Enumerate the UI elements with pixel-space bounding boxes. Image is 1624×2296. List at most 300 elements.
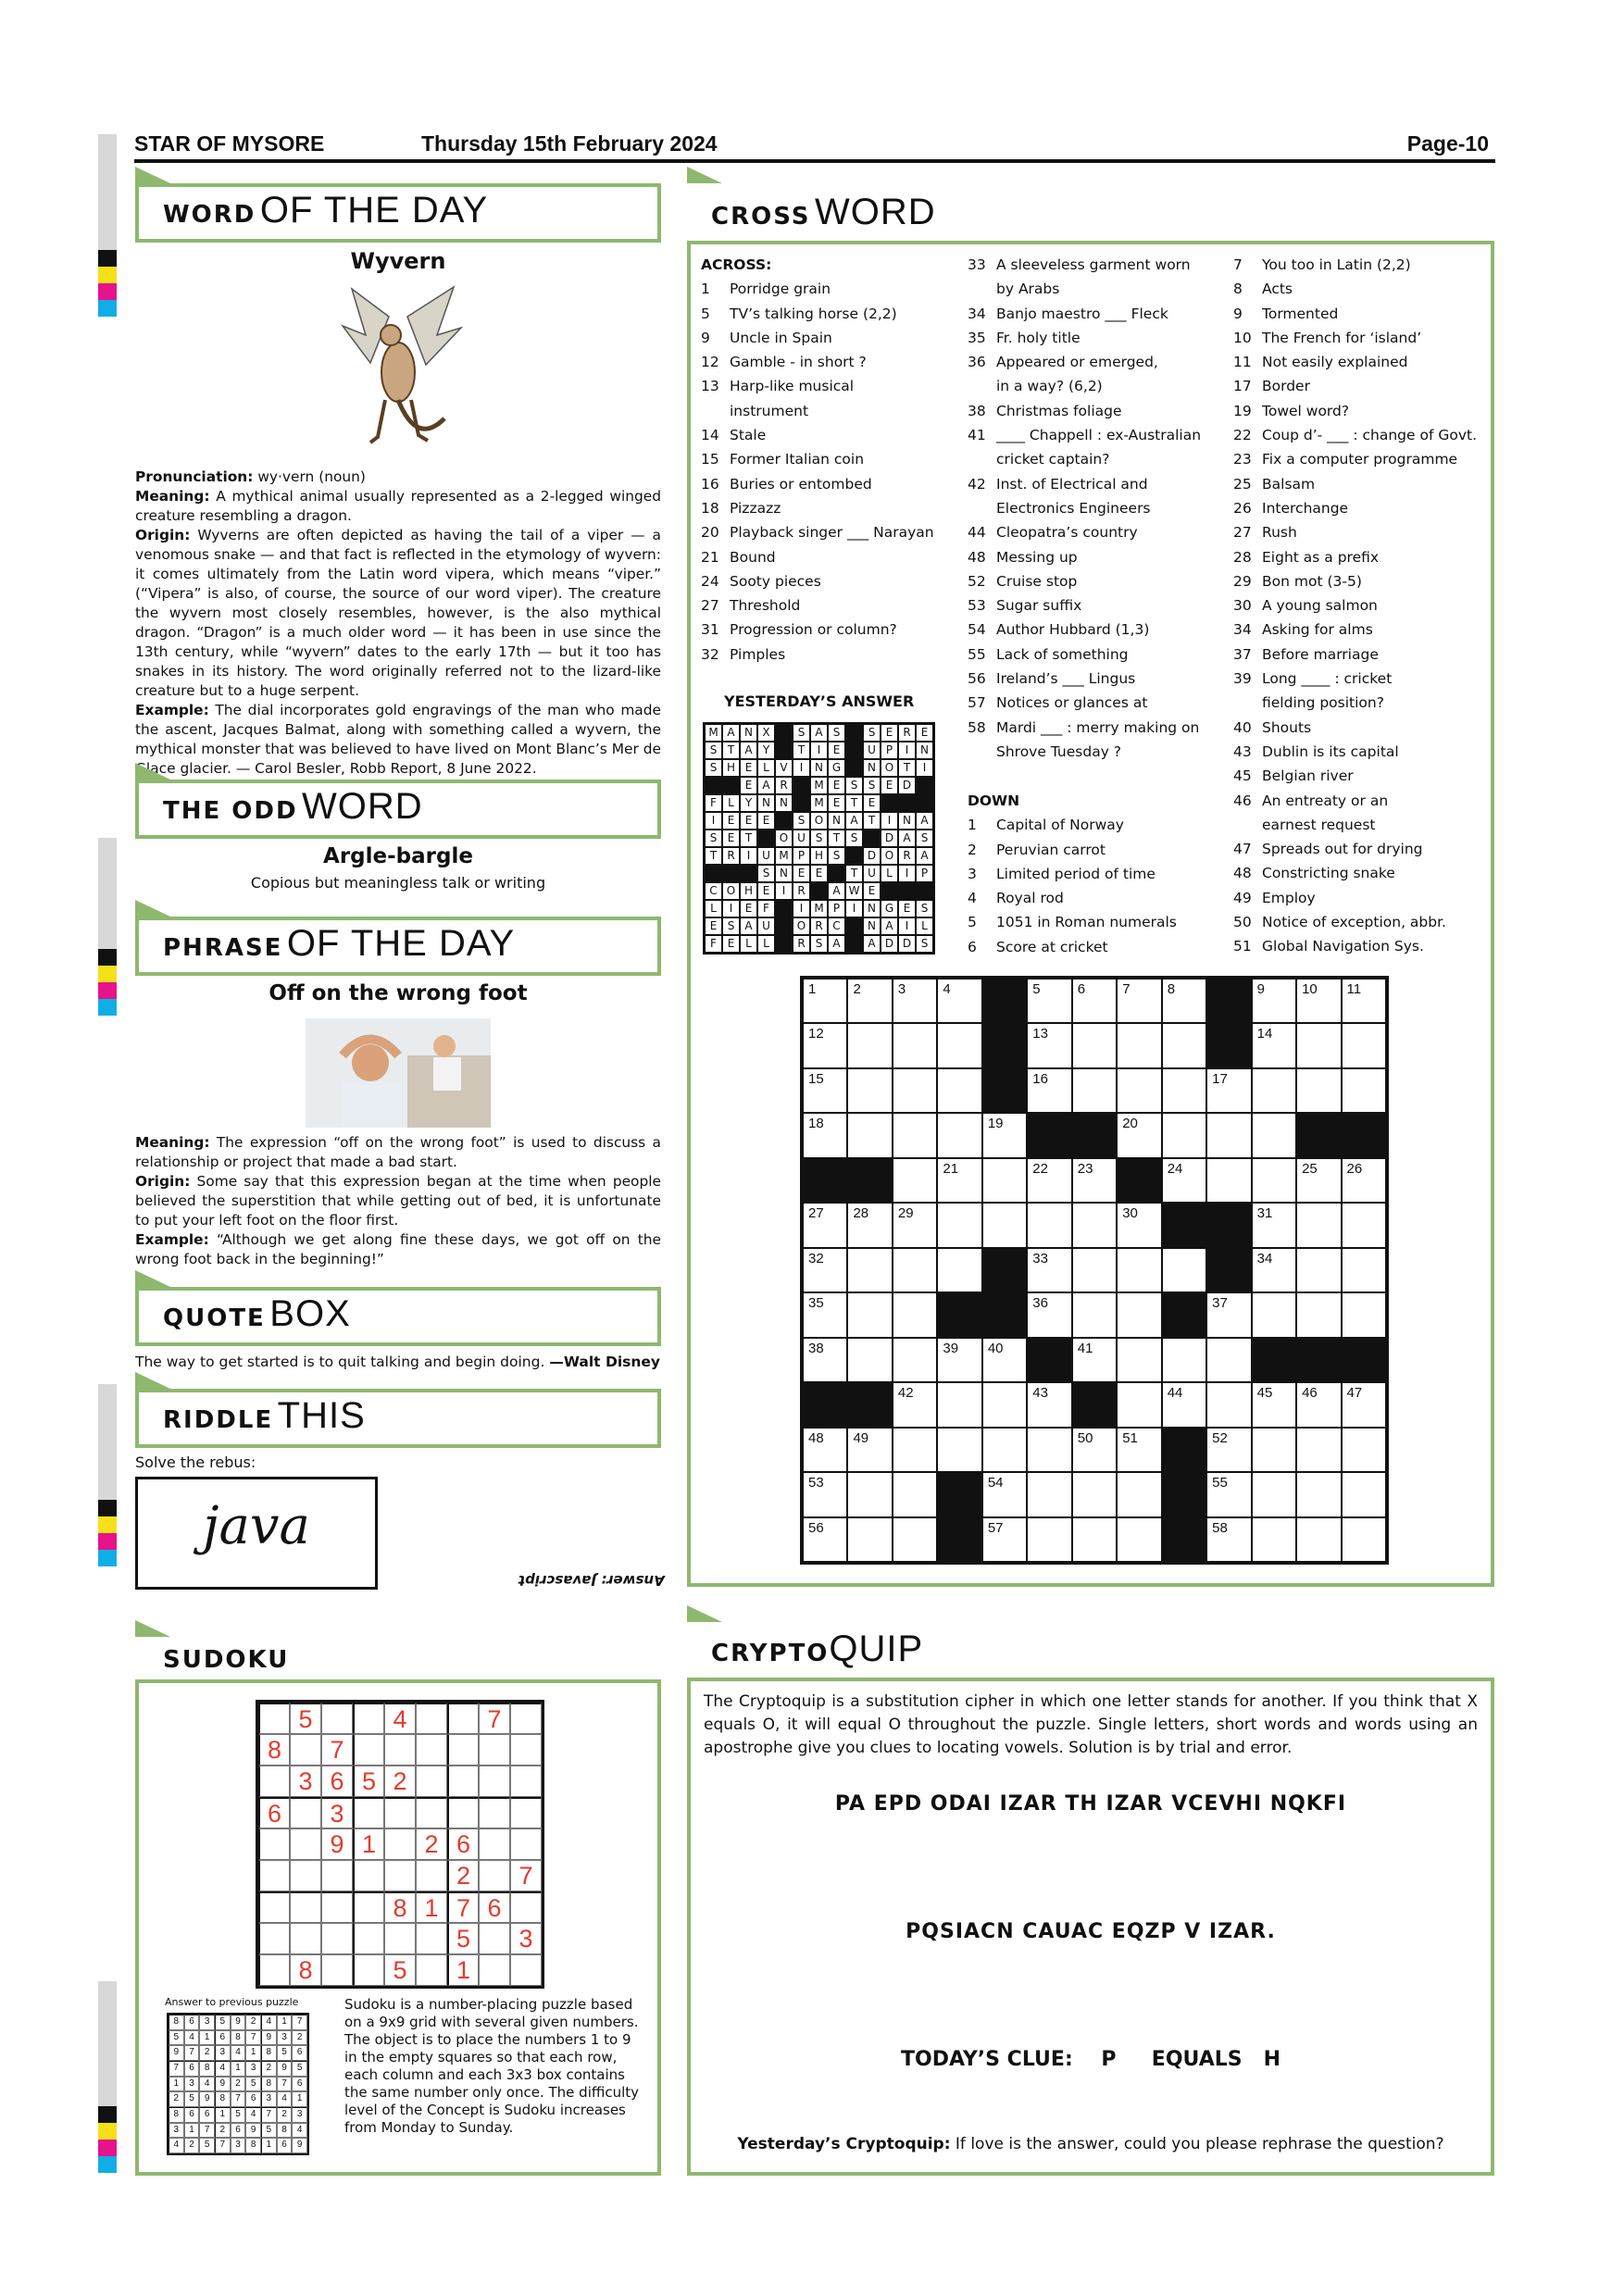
crossword-cell[interactable] [1117,1292,1161,1337]
answer-cell: S [793,812,810,830]
down-clues-col3 [1233,253,1493,959]
crossword-cell[interactable] [1072,1428,1117,1472]
sudoku-cell[interactable] [416,1860,447,1891]
sudoku-cell: 3 [321,1797,353,1828]
crossword-cell[interactable] [1252,1382,1296,1427]
crossword-cell[interactable] [1027,1382,1071,1427]
riddle-prompt: Solve the rebus: [135,1454,256,1471]
crossword-cell[interactable] [847,1517,892,1562]
clue-number: 22 [1032,1160,1048,1177]
answer-cell: A [916,847,933,865]
sudoku-cell[interactable] [290,1891,321,1923]
sudoku-cell[interactable] [416,1954,447,1986]
sudoku-cell: 6 [447,1828,479,1860]
crossword-cell[interactable] [893,1158,937,1203]
sudoku-cell: 5 [384,1954,416,1986]
sudoku-cell: 3 [277,2030,293,2046]
sudoku-cell: 4 [261,2015,277,2030]
black-square [705,865,722,882]
crossword-cell[interactable] [803,1203,847,1247]
answer-cell: N [916,742,933,759]
crossword-cell[interactable] [1206,1517,1251,1562]
crossword-cell[interactable] [1252,1428,1296,1472]
sudoku-cell: 5 [292,2061,307,2077]
clue-row: 39 Long ____ : cricket [1233,670,1393,688]
sudoku-cell[interactable] [353,1860,384,1891]
crossword-cell[interactable] [1027,1203,1071,1247]
sudoku-cell[interactable] [384,1860,416,1891]
answer-cell: Y [740,794,757,812]
crossword-cell[interactable] [847,1023,892,1067]
sudoku-cell[interactable] [258,1766,290,1797]
crossword-cell[interactable] [1117,1248,1161,1292]
clue-row: 21 Bound [701,548,776,566]
sudoku-cell[interactable] [416,1923,447,1954]
crossword-cell[interactable] [1117,1113,1161,1157]
sudoku-cell[interactable] [258,1891,290,1923]
clue-number: 30 [1122,1205,1138,1222]
crossword-cell[interactable] [893,1472,937,1516]
answer-cell: E [828,777,845,794]
clue-row: 7 You too in Latin (2,2) [1233,256,1411,273]
crossword-cell[interactable] [1206,1068,1251,1113]
phrase-of-day-title-bar: PHRASE OF THE DAY [135,917,661,976]
crossword-cell[interactable] [1296,979,1341,1023]
sudoku-cell[interactable] [479,1954,510,1986]
answer-cell: U [863,865,881,882]
crossword-cell[interactable] [893,1517,937,1562]
sudoku-cell[interactable] [258,1954,290,1986]
crossword-cell[interactable] [847,1472,892,1516]
crossword-cell[interactable] [937,1338,981,1382]
crossword-cell[interactable] [1117,1203,1161,1247]
sudoku-cell[interactable] [447,1703,479,1734]
crossword-cell[interactable] [937,1113,981,1157]
answer-cell: G [828,759,845,777]
sudoku-cell[interactable] [258,1703,290,1734]
crossword-cell[interactable] [1117,1068,1161,1113]
dragon-illustration-icon [333,280,463,461]
sudoku-cell: 9 [321,1828,353,1860]
crossword-cell[interactable] [1072,1338,1117,1382]
black-square [705,777,722,794]
answer-cell: M [775,847,793,865]
crossword-cell[interactable] [1296,1068,1341,1113]
crossword-cell[interactable] [803,1292,847,1337]
title-bold: WORD [163,201,256,229]
black-square [803,1382,847,1427]
crossword-cell[interactable] [803,1113,847,1157]
crossword-cell[interactable] [982,1517,1027,1562]
sudoku-cell[interactable] [416,1797,447,1828]
sudoku-cell[interactable] [258,1923,290,1954]
sudoku-cell[interactable] [416,1703,447,1734]
black-square [845,759,863,777]
sudoku-cell: 3 [169,2123,184,2139]
crossword-cell[interactable] [937,979,981,1023]
answer-cell: E [863,882,881,900]
rebus-word: java [203,1496,310,1556]
sudoku-cell[interactable] [321,1954,353,1986]
answer-cell: S [863,777,881,794]
sudoku-cell: 7 [231,2091,246,2107]
sudoku-cell: 5 [277,2045,293,2061]
clue-row: 12 Gamble - in short ? [701,354,867,371]
sudoku-cell[interactable] [384,1797,416,1828]
sudoku-cell[interactable] [290,1797,321,1828]
sudoku-cell[interactable] [510,1734,542,1766]
sudoku-cell: 2 [447,1860,479,1891]
sudoku-cell[interactable] [290,1923,321,1954]
clue-row: 1 Porridge grain [701,281,831,298]
crossword-cell[interactable] [982,1428,1027,1472]
clue-row: 20 Playback singer ___ Narayan [701,524,934,542]
crossword-cell[interactable] [1296,1472,1341,1516]
sudoku-cell[interactable] [384,1828,416,1860]
sudoku-cell[interactable] [447,1734,479,1766]
sudoku-cell: 8 [245,2138,261,2153]
crossword-cell[interactable] [1296,1382,1341,1427]
answer-cell: E [828,742,845,759]
sudoku-cell: 6 [231,2123,246,2139]
crossword-cell[interactable] [1117,979,1161,1023]
crossword-cell[interactable] [1252,1248,1296,1292]
crossword-cell[interactable] [982,1338,1027,1382]
crossword-cell[interactable] [937,1248,981,1292]
crossword-cell[interactable] [1072,979,1117,1023]
clue-row: 3 Limited period of time [968,865,1156,882]
sudoku-cell: 1 [184,2123,200,2139]
crossword-cell[interactable] [937,1203,981,1247]
crossword-cell[interactable] [803,1428,847,1472]
answer-cell: A [722,724,740,742]
crossword-cell[interactable] [1342,1382,1386,1427]
answer-cell: U [863,742,881,759]
answer-cell: I [793,759,810,777]
crossword-cell[interactable] [803,1472,847,1516]
crossword-cell[interactable] [1252,1517,1296,1562]
crossword-cell[interactable] [893,1203,937,1247]
sudoku-cell: 5 [169,2030,184,2046]
clue-number: 13 [1032,1026,1048,1042]
crossword-cell[interactable] [1027,1023,1071,1067]
crossword-cell[interactable] [893,1382,937,1427]
crossword-cell[interactable] [847,1338,892,1382]
sudoku-cell[interactable] [479,1766,510,1797]
crossword-cell[interactable] [803,1517,847,1562]
clue-number: 16 [1032,1070,1048,1087]
crossword-cell[interactable] [937,1068,981,1113]
crossword-cell[interactable] [893,1292,937,1337]
crossword-cell[interactable] [1296,1158,1341,1203]
clue-number: 27 [808,1205,824,1222]
crossword-cell[interactable] [1162,979,1206,1023]
crossword-cell[interactable] [1162,1113,1206,1157]
sudoku-cell[interactable] [384,1734,416,1766]
sudoku-cell: 6 [184,2015,200,2030]
crossword-cell[interactable] [1162,1248,1206,1292]
crossword-cell[interactable] [1342,1472,1386,1516]
crossword-cell[interactable] [1206,1113,1251,1157]
crossword-cell[interactable] [1027,1517,1071,1562]
black-square [1072,1113,1117,1157]
crossword-cell[interactable] [1296,1203,1341,1247]
answer-cell: S [863,724,881,742]
crossword-cell[interactable] [1252,979,1296,1023]
crossword-cell[interactable] [1162,1382,1206,1427]
crossword-cell[interactable] [1252,1023,1296,1067]
crossword-cell[interactable] [847,1292,892,1337]
sudoku-cell: 9 [215,2077,231,2092]
crossword-cell[interactable] [893,1338,937,1382]
crossword-cell[interactable] [1206,1158,1251,1203]
answer-cell: S [705,759,722,777]
answer-cell: E [881,777,898,794]
sudoku-cell[interactable] [479,1734,510,1766]
crossword-cell[interactable] [1252,1068,1296,1113]
sudoku-cell[interactable] [510,1954,542,1986]
sudoku-cell[interactable] [353,1891,384,1923]
crossword-cell[interactable] [1072,1023,1117,1067]
sudoku-cell[interactable] [510,1797,542,1828]
crossword-cell[interactable] [1342,1292,1386,1337]
sudoku-cell: 2 [169,2091,184,2107]
crossword-cell[interactable] [1162,1338,1206,1382]
crossword-cell[interactable] [893,1113,937,1157]
answer-cell: F [705,935,722,953]
crossword-cell[interactable] [803,1338,847,1382]
crossword-cell[interactable] [1027,1248,1071,1292]
crossword-cell[interactable] [1342,1023,1386,1067]
black-square [847,1158,892,1203]
crossword-cell[interactable] [937,1158,981,1203]
sudoku-cell: 2 [245,2015,261,2030]
sudoku-cell[interactable] [321,1891,353,1923]
crossword-cell[interactable] [803,1068,847,1113]
clue-number: 21 [943,1160,959,1177]
crossword-cell[interactable] [1206,1338,1251,1382]
crossword-cell[interactable] [893,1428,937,1472]
black-square [982,979,1027,1023]
crossword-cell[interactable] [1296,1428,1341,1472]
sudoku-cell[interactable] [416,1766,447,1797]
crossword-cell[interactable] [1072,1517,1117,1562]
crossword-cell[interactable] [1342,1517,1386,1562]
crossword-cell[interactable] [1117,1517,1161,1562]
sudoku-cell[interactable] [321,1923,353,1954]
clue-number: 56 [808,1519,824,1536]
crossword-cell[interactable] [1206,1382,1251,1427]
crossword-cell[interactable] [1342,1068,1386,1113]
answer-cell: L [757,759,775,777]
clue-row: in a way? (6,2) [996,378,1103,395]
crossword-cell[interactable] [1072,1248,1117,1292]
black-square [881,794,898,812]
clue-row: 47 Spreads out for drying [1233,841,1423,858]
black-square [898,794,916,812]
crossword-cell[interactable] [1252,1113,1296,1157]
sudoku-cell: 5 [231,2107,246,2123]
crossword-cell[interactable] [982,1382,1027,1427]
crossword-cell[interactable] [1342,1248,1386,1292]
black-square [845,724,863,742]
crossword-cell[interactable] [1027,1428,1071,1472]
crossword-cell[interactable] [1206,1292,1251,1337]
clue-number: 2 [853,981,861,997]
crossword-cell[interactable] [1117,1472,1161,1516]
crossword-cell[interactable] [1296,1292,1341,1337]
crossword-cell[interactable] [1296,1248,1341,1292]
sudoku-cell: 6 [215,2030,231,2046]
clue-row: fielding position? [1262,694,1384,712]
clue-number: 1 [808,981,817,997]
answer-cell: L [916,917,933,935]
clue-number: 20 [1122,1116,1138,1132]
answer-cell: N [757,794,775,812]
crossword-cell[interactable] [1252,1292,1296,1337]
word-of-day-word: Wyvern [350,248,446,274]
crossword-cell[interactable] [803,1248,847,1292]
crossword-cell[interactable] [1162,1068,1206,1113]
crossword-cell[interactable] [982,1472,1027,1516]
crossword-cell[interactable] [1072,1472,1117,1516]
sudoku-cell: 4 [169,2138,184,2153]
crossword-cell[interactable] [1252,1472,1296,1516]
crossword-cell[interactable] [1342,1158,1386,1203]
crossword-cell[interactable] [1027,1472,1071,1516]
clue-row: 16 Buries or entombed [701,475,872,493]
crossword-cell[interactable] [847,1203,892,1247]
crossword-cell[interactable] [1117,1428,1161,1472]
crossword-cell[interactable] [1296,1517,1341,1562]
sudoku-cell[interactable] [290,1828,321,1860]
answer-cell: N [740,724,757,742]
crossword-cell[interactable] [982,1158,1027,1203]
clue-row: 40 Shouts [1233,718,1312,736]
sudoku-cell: 2 [184,2138,200,2153]
sudoku-cell[interactable] [353,1734,384,1766]
sudoku-cell[interactable] [321,1703,353,1734]
crossword-cell[interactable] [1117,1338,1161,1382]
crossword-cell[interactable] [1162,1023,1206,1067]
crossword-cell[interactable] [1072,1292,1117,1337]
crossword-cell[interactable] [1162,1158,1206,1203]
sudoku-cell[interactable] [479,1797,510,1828]
answer-cell: N [810,759,828,777]
sudoku-cell[interactable] [353,1703,384,1734]
sudoku-cell[interactable] [510,1766,542,1797]
sudoku-cell[interactable] [353,1923,384,1954]
crossword-cell[interactable] [893,1248,937,1292]
riddle-answer: Answer: Javascript [518,1572,665,1589]
crossword-cell[interactable] [937,1428,981,1472]
crossword-cell[interactable] [1117,1382,1161,1427]
crossword-cell[interactable] [803,979,847,1023]
sudoku-cell[interactable] [510,1828,542,1860]
issue-date: Thursday 15th February 2024 [421,131,718,156]
crossword-cell[interactable] [937,1382,981,1427]
sudoku-cell: 8 [169,2015,184,2030]
crossword-cell[interactable] [1027,979,1071,1023]
crossword-cell[interactable] [1342,1428,1386,1472]
crossword-cell[interactable] [893,1023,937,1067]
sudoku-cell: 6 [321,1766,353,1797]
crossword-cell[interactable] [982,1203,1027,1247]
sudoku-cell[interactable] [290,1860,321,1891]
sudoku-cell[interactable] [384,1923,416,1954]
sudoku-cell[interactable] [258,1828,290,1860]
sudoku-cell: 4 [384,1703,416,1734]
sudoku-cell[interactable] [416,1734,447,1766]
answer-cell: N [863,759,881,777]
answer-cell: T [863,812,881,830]
crossword-cell[interactable] [893,1068,937,1113]
answer-cell: E [757,882,775,900]
crossword-cell[interactable] [1206,1472,1251,1516]
sudoku-cell[interactable] [479,1860,510,1891]
sudoku-cell: 3 [231,2138,246,2153]
sudoku-cell[interactable] [353,1954,384,1986]
crossword-cell[interactable] [982,1113,1027,1157]
sudoku-cell: 4 [199,2077,215,2092]
crossword-cell[interactable] [847,1248,892,1292]
sudoku-cell[interactable] [479,1828,510,1860]
crossword-cell[interactable] [893,979,937,1023]
sudoku-cell[interactable] [447,1766,479,1797]
crossword-cell[interactable] [1027,1068,1071,1113]
crossword-cell[interactable] [1206,1428,1251,1472]
odd-word-title-bar: THE ODD WORD [135,780,661,839]
crossword-cell[interactable] [1072,1068,1117,1113]
sudoku-cell[interactable] [510,1891,542,1923]
crossword-cell[interactable] [1117,1023,1161,1067]
clue-number: 9 [1256,981,1265,997]
crossword-cell[interactable] [937,1023,981,1067]
clue-number: 41 [1077,1340,1093,1356]
sudoku-cell[interactable] [353,1797,384,1828]
crossword-cell[interactable] [1296,1023,1341,1067]
sudoku-cell[interactable] [447,1797,479,1828]
crossword-cell[interactable] [847,1113,892,1157]
crossword-cell[interactable] [1342,1203,1386,1247]
sudoku-cell[interactable] [258,1860,290,1891]
sudoku-cell: 6 [184,2061,200,2077]
sudoku-cell[interactable] [510,1703,542,1734]
clue-row: 2 Peruvian carrot [968,841,1106,858]
crossword-cell[interactable] [1252,1158,1296,1203]
crossword-cell[interactable] [1252,1203,1296,1247]
black-square [937,1517,981,1562]
sudoku-cell[interactable] [479,1923,510,1954]
crossword-cell[interactable] [803,1023,847,1067]
answer-cell: A [916,812,933,830]
crossword-cell[interactable] [1072,1203,1117,1247]
phrase-of-day: Off on the wrong foot [269,981,528,1005]
crossword-cell[interactable] [1027,1292,1071,1337]
black-square [775,935,793,953]
black-square [1342,1113,1386,1157]
crossword-cell[interactable] [847,979,892,1023]
crossword-cell[interactable] [847,1068,892,1113]
sudoku-cell[interactable] [321,1860,353,1891]
sudoku-cell[interactable] [290,1734,321,1766]
clue-row: by Arabs [996,281,1060,298]
crossword-cell[interactable] [1342,979,1386,1023]
crossword-cell[interactable] [847,1428,892,1472]
crossword-cell[interactable] [1027,1158,1071,1203]
crossword-cell[interactable] [1072,1158,1117,1203]
clue-number: 35 [808,1295,824,1312]
